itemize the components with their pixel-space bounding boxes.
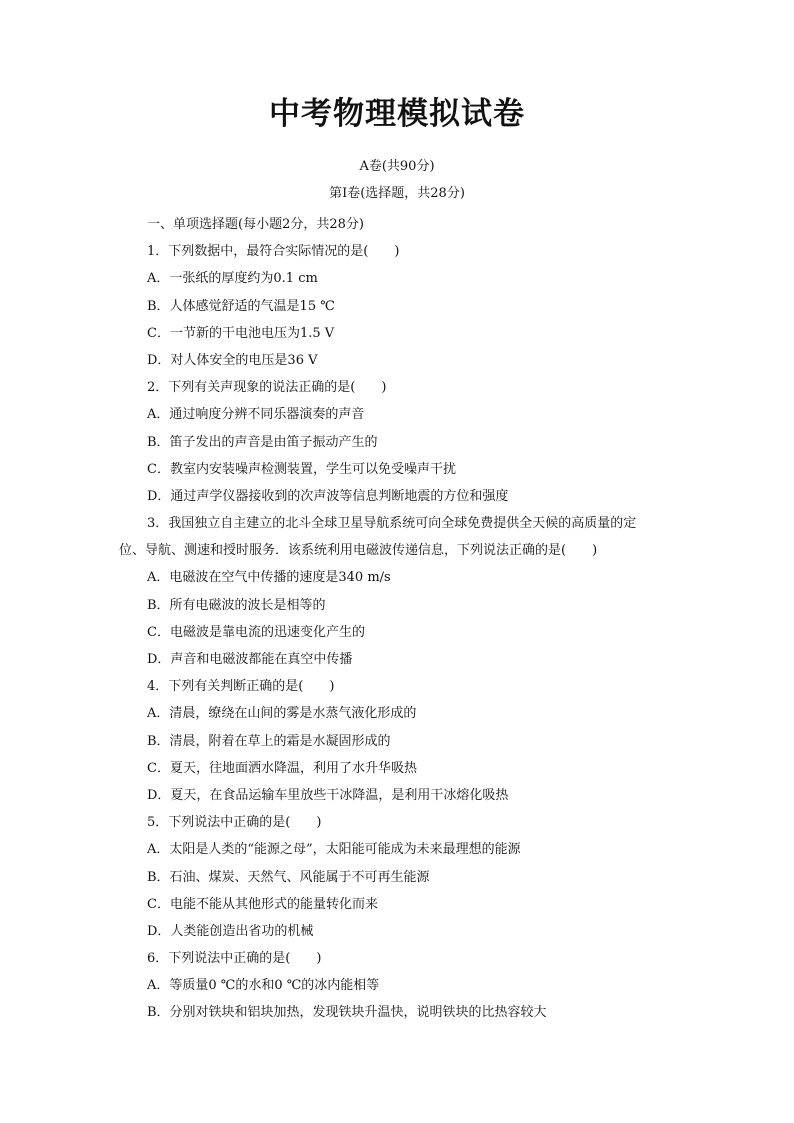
answer-option: C．一节新的干电池电压为1.5 V	[147, 325, 335, 341]
answer-option: C．电能不能从其他形式的能量转化而来	[147, 896, 378, 912]
answer-option: A．等质量0 ℃的水和0 ℃的冰内能相等	[147, 978, 380, 994]
answer-option: D．通过声学仪器接收到的次声波等信息判断地震的方位和强度	[147, 488, 509, 504]
question-list	[119, 211, 684, 1027]
answer-option: C．夏天，往地面洒水降温，利用了水升华吸热	[147, 760, 417, 776]
section-heading: 一、单项选择题(每小题2分，共28分)	[147, 217, 364, 232]
answer-option: C．教室内安装噪声检测装置，学生可以免受噪声干扰	[147, 461, 456, 477]
question-stem: 6．下列说法中正确的是( )	[147, 951, 322, 967]
answer-option: D．人类能创造出省功的机械	[147, 923, 314, 939]
question-stem: 1．下列数据中，最符合实际情况的是( )	[147, 244, 400, 260]
answer-option: B．石油、煤炭、天然气、风能属于不可再生能源	[147, 869, 430, 885]
answer-option: B．清晨，附着在草上的霜是水凝固形成的	[147, 733, 391, 749]
answer-option: D．夏天，在食品运输车里放些干冰降温，是利用干冰熔化吸热	[147, 787, 509, 803]
answer-option: B．分别对铁块和铝块加热，发现铁块升温快，说明铁块的比热容较大	[147, 1005, 547, 1021]
answer-option: D．对人体安全的电压是36 V	[147, 352, 318, 368]
answer-option: B．笛子发出的声音是由笛子振动产生的	[147, 434, 378, 450]
answer-option: A．通过响度分辨不同乐器演奏的声音	[147, 407, 365, 423]
question-stem: 5．下列说法中正确的是( )	[147, 815, 322, 831]
exam-section-heading: 第Ⅰ卷(选择题，共28分)	[329, 186, 465, 201]
answer-option: A．清晨，缭绕在山间的雾是水蒸气液化形成的	[147, 706, 417, 722]
answer-option: A．太阳是人类的“能源之母”，太阳能可能成为未来最理想的能源	[147, 842, 521, 858]
answer-option: C．电磁波是靠电流的迅速变化产生的	[147, 624, 365, 640]
answer-option: A．一张纸的厚度约为0.1 cm	[147, 271, 318, 287]
question-stem: 2．下列有关声现象的说法正确的是( )	[147, 380, 387, 396]
exam-part-heading: A卷(共90分)	[359, 159, 435, 174]
answer-option: B．人体感觉舒适的气温是15 ℃	[147, 298, 335, 314]
answer-option: D．声音和电磁波都能在真空中传播	[147, 652, 353, 667]
answer-option: A．电磁波在空气中传播的速度是340 m/s	[147, 570, 391, 586]
question-stem-continued: 位、导航、测速和授时服务．该系统利用电磁波传递信息，下列说法正确的是( )	[119, 543, 598, 559]
exam-title: 中考物理模拟试卷	[269, 96, 525, 132]
question-stem: 3．我国独立自主建立的北斗全球卫星导航系统可向全球免费提供全天候的高质量的定	[147, 516, 637, 532]
answer-option: B．所有电磁波的波长是相等的	[147, 597, 326, 613]
question-stem: 4．下列有关判断正确的是( )	[147, 679, 335, 695]
